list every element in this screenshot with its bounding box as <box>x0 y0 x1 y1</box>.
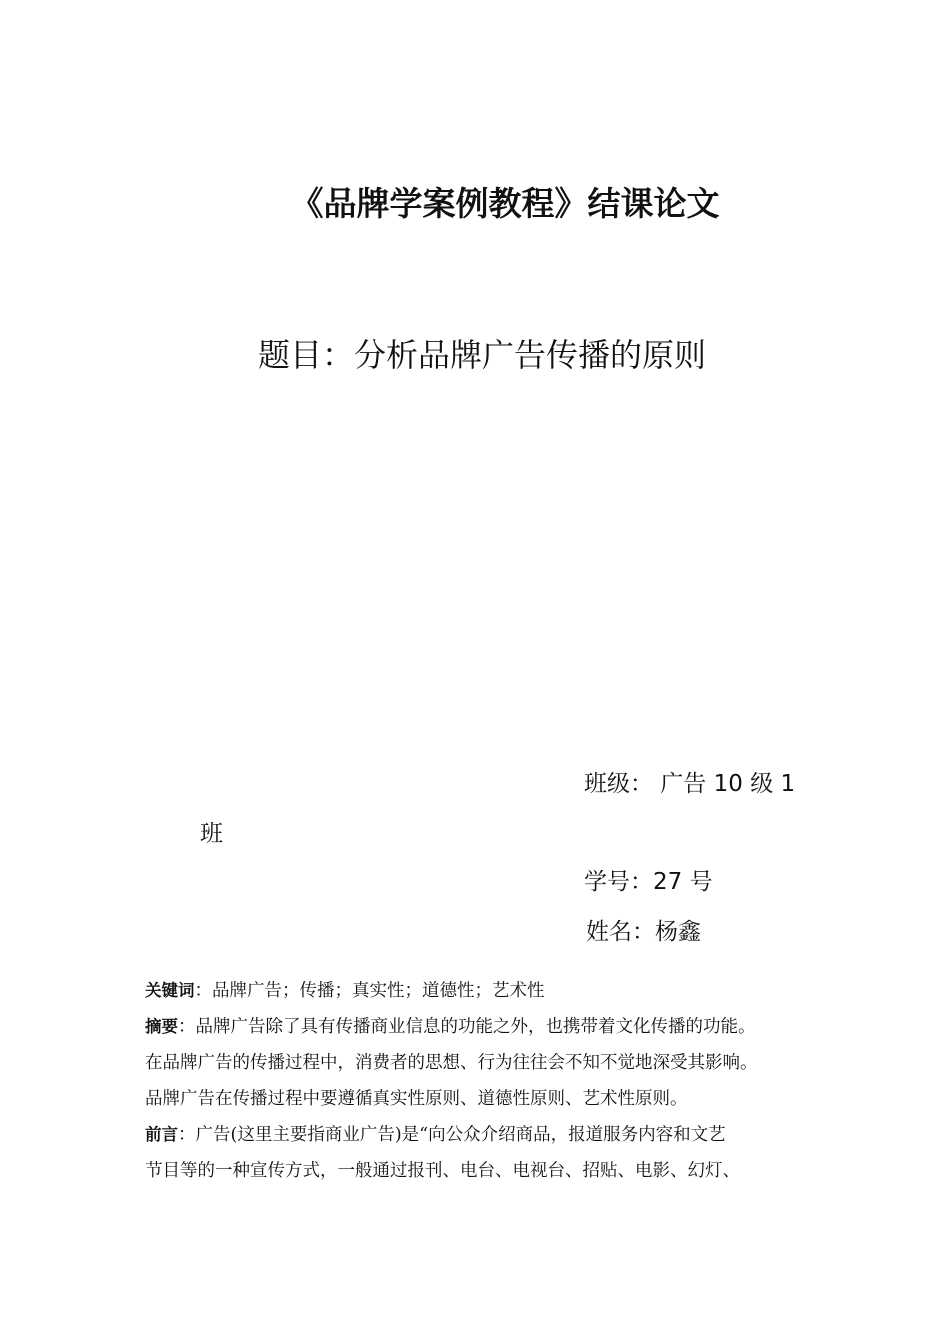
student-name: 姓名：杨鑫 <box>586 919 701 945</box>
topic-title: 题目：分析品牌广告传播的原则 <box>258 336 707 374</box>
abstract-text-line: 在品牌广告的传播过程中，消费者的思想、行为往往会不知不觉地深受其影响。 <box>145 1053 758 1073</box>
preface-colon: ： <box>178 1125 196 1145</box>
preface-text-line: 节目等的一种宣传方式，一般通过报刊、电台、电视台、招贴、电影、幻灯、 <box>145 1161 740 1181</box>
student-id: 学号：27 号 <box>584 869 713 895</box>
abstract-colon: ： <box>178 1017 196 1037</box>
course-title: 《品牌学案例教程》结课论文 <box>290 184 720 223</box>
keywords-colon: ： <box>194 981 212 1001</box>
class-info-wrap: 班 <box>200 821 223 847</box>
abstract-paragraph <box>145 1009 825 1117</box>
keywords-paragraph <box>145 973 825 1009</box>
abstract-label: 摘要 <box>145 1017 178 1036</box>
preface-label: 前言 <box>145 1125 178 1144</box>
keywords-text: 品牌广告；传播；真实性；道德性；艺术性 <box>212 981 545 1001</box>
abstract-line <box>145 1009 825 1045</box>
keywords-line <box>145 973 825 1009</box>
keywords-label: 关键词 <box>145 981 195 1000</box>
preface-line <box>145 1117 825 1153</box>
preface-text-line: 广告(这里主要指商业广告)是“向公众介绍商品，报道服务内容和文艺 <box>195 1125 726 1145</box>
abstract-text-line: 品牌广告除了具有传播商业信息的功能之外，也携带着文化传播的功能。 <box>195 1017 756 1037</box>
class-info: 班级： 广告 10 级 1 <box>584 771 796 797</box>
preface-paragraph <box>145 1117 825 1189</box>
abstract-text-line: 品牌广告在传播过程中要遵循真实性原则、道德性原则、艺术性原则。 <box>145 1089 688 1109</box>
